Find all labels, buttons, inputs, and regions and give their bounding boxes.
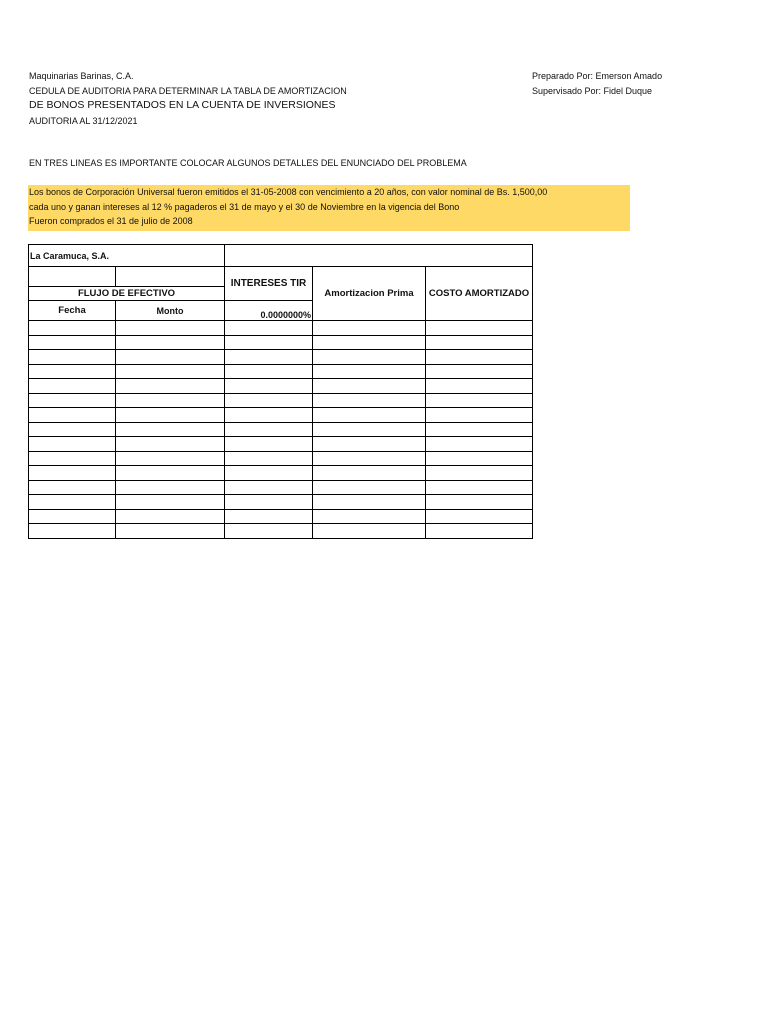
table-cell[interactable] bbox=[29, 524, 116, 539]
fecha-header: Fecha bbox=[29, 301, 116, 321]
intereses-tir-header: INTERESES TIR bbox=[225, 267, 313, 301]
table-cell[interactable] bbox=[426, 437, 533, 452]
audit-date: AUDITORIA AL 31/12/2021 bbox=[29, 116, 138, 126]
table-cell[interactable] bbox=[116, 437, 225, 452]
table-cell[interactable] bbox=[225, 408, 313, 423]
table-row bbox=[29, 364, 533, 379]
table-cell[interactable] bbox=[116, 408, 225, 423]
costo-amortizado-header: COSTO AMORTIZADO bbox=[426, 267, 533, 321]
table-cell[interactable] bbox=[313, 422, 426, 437]
table-cell[interactable] bbox=[426, 524, 533, 539]
table-cell[interactable] bbox=[29, 466, 116, 481]
tir-rate: 0.0000000% bbox=[225, 301, 313, 321]
table-cell[interactable] bbox=[225, 451, 313, 466]
table-cell[interactable] bbox=[225, 321, 313, 336]
table-cell[interactable] bbox=[225, 524, 313, 539]
table-cell[interactable] bbox=[29, 379, 116, 394]
table-row bbox=[29, 466, 533, 481]
company-name: Maquinarias Barinas, C.A. bbox=[29, 71, 134, 81]
table-cell[interactable] bbox=[313, 408, 426, 423]
table-cell[interactable] bbox=[116, 480, 225, 495]
problem-statement-box bbox=[28, 185, 630, 231]
table-cell[interactable] bbox=[225, 350, 313, 365]
statement-line-3: Fueron comprados el 31 de julio de 2008 bbox=[29, 216, 193, 226]
table-cell[interactable] bbox=[313, 335, 426, 350]
table-cell[interactable] bbox=[313, 379, 426, 394]
table-title-blank bbox=[225, 245, 533, 267]
table-row bbox=[29, 495, 533, 510]
table-cell[interactable] bbox=[29, 509, 116, 524]
table-cell[interactable] bbox=[225, 437, 313, 452]
table-cell[interactable] bbox=[313, 524, 426, 539]
table-cell[interactable] bbox=[313, 509, 426, 524]
table-row bbox=[29, 524, 533, 539]
table-company-name: La Caramuca, S.A. bbox=[29, 245, 225, 267]
table-cell[interactable] bbox=[116, 350, 225, 365]
table-cell[interactable] bbox=[116, 509, 225, 524]
table-cell[interactable] bbox=[29, 495, 116, 510]
flujo-efectivo-header: FLUJO DE EFECTIVO bbox=[29, 287, 225, 301]
instruction-text: EN TRES LINEAS ES IMPORTANTE COLOCAR ALGUNOS DETALLES DEL ENUNCIADO DEL PROBLEMA bbox=[29, 158, 467, 168]
table-cell[interactable] bbox=[225, 480, 313, 495]
table-cell[interactable] bbox=[116, 364, 225, 379]
table-cell[interactable] bbox=[116, 451, 225, 466]
monto-header: Monto bbox=[116, 301, 225, 321]
table-cell[interactable] bbox=[116, 321, 225, 336]
table-cell[interactable] bbox=[29, 335, 116, 350]
table-row bbox=[29, 335, 533, 350]
table-cell[interactable] bbox=[225, 364, 313, 379]
table-cell[interactable] bbox=[313, 393, 426, 408]
table-cell[interactable] bbox=[426, 364, 533, 379]
title-line-1: CEDULA DE AUDITORIA PARA DETERMINAR LA TABLA DE AMORTIZACION bbox=[29, 86, 347, 96]
table-cell[interactable] bbox=[426, 321, 533, 336]
table-cell[interactable] bbox=[225, 393, 313, 408]
amortization-table bbox=[28, 244, 533, 539]
blank-cell bbox=[116, 267, 225, 287]
table-cell[interactable] bbox=[29, 451, 116, 466]
table-cell[interactable] bbox=[225, 379, 313, 394]
table-row bbox=[29, 480, 533, 495]
table-cell[interactable] bbox=[426, 335, 533, 350]
table-cell[interactable] bbox=[225, 335, 313, 350]
table-row bbox=[29, 437, 533, 452]
table-cell[interactable] bbox=[116, 393, 225, 408]
table-cell[interactable] bbox=[29, 321, 116, 336]
supervised-by: Supervisado Por: Fidel Duque bbox=[532, 86, 653, 96]
table-cell[interactable] bbox=[225, 466, 313, 481]
table-cell[interactable] bbox=[426, 495, 533, 510]
amortizacion-prima-header: Amortizacion Prima bbox=[313, 267, 426, 321]
statement-line-1: Los bonos de Corporación Universal fueron emitidos el 31-05-2008 con vencimiento a 20 años, con valor nominal de Bs. 1,500,00 bbox=[29, 187, 548, 197]
table-row bbox=[29, 321, 533, 336]
table-cell[interactable] bbox=[426, 466, 533, 481]
table-row bbox=[29, 408, 533, 423]
table-cell[interactable] bbox=[313, 437, 426, 452]
table-cell[interactable] bbox=[426, 408, 533, 423]
table-row bbox=[29, 422, 533, 437]
table-cell[interactable] bbox=[426, 350, 533, 365]
prepared-by: Preparado Por: Emerson Amado bbox=[532, 71, 663, 81]
table-cell[interactable] bbox=[29, 393, 116, 408]
table-cell[interactable] bbox=[313, 364, 426, 379]
title-line-2: DE BONOS PRESENTADOS EN LA CUENTA DE INVERSIONES bbox=[29, 99, 336, 111]
table-cell[interactable] bbox=[116, 524, 225, 539]
table-row bbox=[29, 379, 533, 394]
table-cell[interactable] bbox=[225, 495, 313, 510]
table-cell[interactable] bbox=[29, 350, 116, 365]
table-cell[interactable] bbox=[313, 321, 426, 336]
table-cell[interactable] bbox=[29, 437, 116, 452]
table-cell[interactable] bbox=[313, 451, 426, 466]
table-cell[interactable] bbox=[29, 364, 116, 379]
table-row bbox=[29, 509, 533, 524]
table-cell[interactable] bbox=[313, 480, 426, 495]
table-cell[interactable] bbox=[426, 480, 533, 495]
table-cell[interactable] bbox=[313, 495, 426, 510]
table-cell[interactable] bbox=[29, 480, 116, 495]
table-cell[interactable] bbox=[313, 466, 426, 481]
table-cell[interactable] bbox=[225, 509, 313, 524]
table-cell[interactable] bbox=[116, 335, 225, 350]
table-cell[interactable] bbox=[29, 422, 116, 437]
table-cell[interactable] bbox=[426, 379, 533, 394]
table-cell[interactable] bbox=[116, 379, 225, 394]
table-cell[interactable] bbox=[116, 422, 225, 437]
table-cell[interactable] bbox=[29, 408, 116, 423]
table-cell[interactable] bbox=[426, 422, 533, 437]
blank-cell bbox=[29, 267, 116, 287]
table-row bbox=[29, 451, 533, 466]
table-row bbox=[29, 393, 533, 408]
table-cell[interactable] bbox=[116, 466, 225, 481]
table-cell[interactable] bbox=[426, 451, 533, 466]
table-cell[interactable] bbox=[426, 393, 533, 408]
table-cell[interactable] bbox=[116, 495, 225, 510]
statement-line-2: cada uno y ganan intereses al 12 % pagaderos el 31 de mayo y el 30 de Noviembre en la vigencia del Bono bbox=[29, 202, 460, 212]
table-row bbox=[29, 350, 533, 365]
table-cell[interactable] bbox=[225, 422, 313, 437]
table-cell[interactable] bbox=[313, 350, 426, 365]
table-cell[interactable] bbox=[426, 509, 533, 524]
